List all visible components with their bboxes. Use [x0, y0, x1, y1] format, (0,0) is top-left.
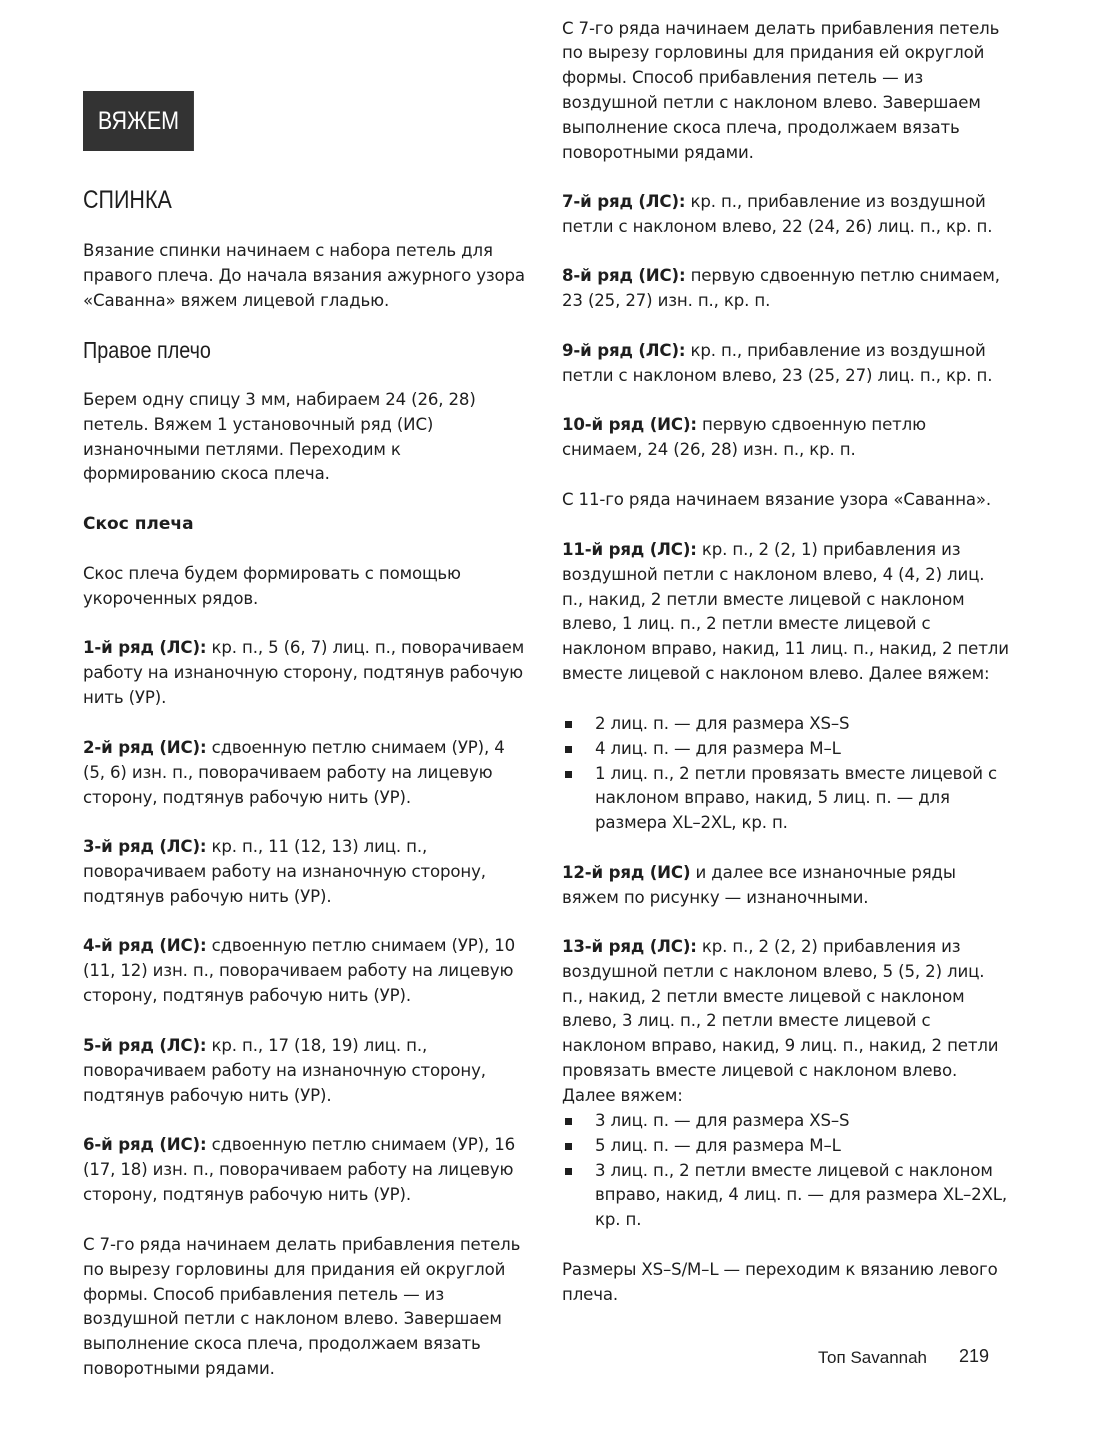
cast-on-paragraph: Берем одну спицу 3 мм, набираем 24 (26, 28) петель. Вяжем 1 установочный ряд (ИС) изнаночными петлями. Переходим к формированию скоса плеча.	[83, 390, 476, 484]
list-item: 4 лиц. п. — для размера M–L	[562, 737, 1010, 762]
row-7-intro-right	[562, 18, 1010, 166]
footer-title: Топ Savannah	[818, 1348, 928, 1367]
row-5-paragraph: 5-й ряд (ЛС): кр. п., 17 (18, 19) лиц. п., поворачиваем работу на изнаночную сторону, подтянув рабочую нить (УР).	[83, 1036, 486, 1105]
row-1-paragraph: 1-й ряд (ЛС): кр. п., 5 (6, 7) лиц. п., поворачиваем работу на изнаночную сторону, подтянув рабочую нить (УР).	[83, 638, 525, 707]
list-item: 3 лиц. п. — для размера XS–S	[562, 1109, 1010, 1134]
bullet-square-icon	[565, 1143, 572, 1150]
row-7-intro-left	[83, 1233, 528, 1378]
row-7-intro-continued: С 7-го ряда начинаем делать прибавления петель по вырезу горловины для придания ей округлой формы. Способ прибавления петель — из воздушной петли с наклоном влево. Завершаем выполнение скоса плеча, продолжаем вязать поворотными рядами.	[562, 18, 1000, 162]
list-item: 3 лиц. п., 2 петли вместе лицевой с наклоном вправо, накид, 4 лиц. п. — для размера XL–2XL, кр. п.	[562, 1159, 1010, 1233]
row-3-paragraph: 3-й ряд (ЛС): кр. п., 11 (12, 13) лиц. п., поворачиваем работу на изнаночную сторону, подтянув рабочую нить (УР).	[83, 837, 486, 906]
page-heading: СПИНКА	[83, 186, 172, 214]
bullet-square-icon	[565, 1168, 572, 1175]
pattern-start-paragraph: С 11-го ряда начинаем вязание узора «Саванна».	[562, 490, 992, 509]
bullet-square-icon	[565, 721, 572, 728]
row-8-paragraph: 8-й ряд (ИС): первую сдвоенную петлю снимаем, 23 (25, 27) изн. п., кр. п.	[562, 266, 1000, 310]
page-number: 219	[959, 1346, 990, 1366]
row-13-paragraph: 13-й ряд (ЛС): кр. п., 2 (2, 2) прибавления из воздушной петли с наклоном влево, 5 (5, 2) лиц. п., накид, 2 петли вместе лицевой с наклоном влево, 3 лиц. п., 2 петли вместе лицевой с наклоном вправо, накид, 9 лиц. п., накид, 2 петли провязать вместе лицевой с наклоном влево. Далее вяжем:	[562, 937, 999, 1105]
intro-paragraph: Вязание спинки начинаем с набора петель для правого плеча. До начала вязания ажурного узора «Саванна» вяжем лицевой гладью.	[83, 241, 525, 310]
section-badge: ВЯЖЕМ	[83, 91, 194, 151]
row-11-paragraph: 11-й ряд (ЛС): кр. п., 2 (2, 1) прибавления из воздушной петли с наклоном влево, 4 (4, 2) лиц. п., накид, 2 петли вместе лицевой с наклоном влево, 1 лиц. п., 2 петли вместе лицевой с наклоном вправо, накид, 11 лиц. п., накид, 2 петли вместе лицевой с наклоном влево. Далее вяжем:	[562, 540, 1009, 683]
bullet-square-icon	[565, 1118, 572, 1125]
row-12-paragraph: 12-й ряд (ИС) и далее все изнаночные ряды вяжем по рисунку — изнаночными.	[562, 863, 956, 907]
list-item: 5 лиц. п. — для размера M–L	[562, 1134, 1010, 1159]
row-9-paragraph: 9-й ряд (ЛС): кр. п., прибавление из воздушной петли с наклоном влево, 23 (25, 27) лиц. п., кр. п.	[562, 341, 993, 385]
shoulder-intro-paragraph: Скос плеча будем формировать с помощью укороченных рядов.	[83, 564, 461, 608]
row-4-paragraph: 4-й ряд (ИС): сдвоенную петлю снимаем (УР), 10 (11, 12) изн. п., поворачиваем работу на лицевую сторону, подтянув рабочую нить (УР).	[83, 936, 516, 1005]
row-10-paragraph: 10-й ряд (ИС): первую сдвоенную петлю снимаем, 24 (26, 28) изн. п., кр. п.	[562, 415, 926, 459]
bullet-square-icon	[565, 771, 572, 778]
list-item: 2 лиц. п. — для размера XS–S	[562, 712, 1010, 737]
row-2-paragraph: 2-й ряд (ИС): сдвоенную петлю снимаем (УР), 4 (5, 6) изн. п., поворачиваем работу на лицевую сторону, подтянув рабочую нить (УР).	[83, 738, 505, 807]
row-7-intro-paragraph: С 7-го ряда начинаем делать прибавления петель по вырезу горловины для придания ей округлой формы. Способ прибавления петель — из воздушной петли с наклоном влево. Завершаем выполнение скоса плеча, продолжаем вязать поворотными рядами.	[83, 1235, 521, 1378]
subsubheading: Скос плеча	[83, 514, 194, 534]
closing-paragraph: Размеры XS–S/M–L — переходим к вязанию левого плеча.	[562, 1260, 998, 1304]
row-7-paragraph: 7-й ряд (ЛС): кр. п., прибавление из воздушной петли с наклоном влево, 22 (24, 26) лиц. п., кр. п.	[562, 192, 993, 236]
bullet-square-icon	[565, 746, 572, 753]
row-6-paragraph: 6-й ряд (ИС): сдвоенную петлю снимаем (УР), 16 (17, 18) изн. п., поворачиваем работу на лицевую сторону, подтянув рабочую нить (УР).	[83, 1135, 516, 1204]
row-11-size-list	[562, 712, 1010, 836]
list-item: 1 лиц. п., 2 петли провязать вместе лицевой с наклоном вправо, накид, 5 лиц. п. — для размера XL–2XL, кр. п.	[562, 762, 1010, 836]
row-13-size-list	[562, 1109, 1010, 1233]
subheading: Правое плечо	[83, 337, 211, 363]
